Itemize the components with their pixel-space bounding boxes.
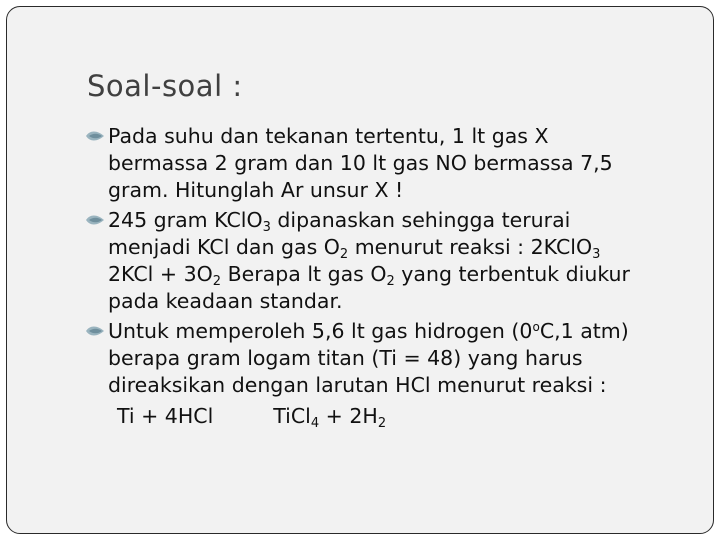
ornamental-bullet-icon	[85, 129, 105, 143]
question-3-line-1: Untuk memperoleh 5,6 lt gas hidrogen (0$^o$C,1 atm)	[108, 319, 629, 343]
equation-reactants: Ti + 4HCl	[117, 404, 214, 428]
ornamental-bullet-icon	[85, 213, 105, 227]
question-2-line-2: menjadi KCl dan gas $O_2$ menurut reaksi : 2KClO$_3$	[108, 235, 601, 262]
question-1-line-1: Pada suhu dan tekanan tertentu, 1 lt gas X	[108, 124, 549, 148]
question-3-line-2: berapa gram logam titan (Ti = 48) yang harus	[108, 346, 583, 370]
question-2-line-3: $2KCl + 3O_2$ Berapa lt gas $O_2$ yang terbentuk diukur	[108, 262, 630, 289]
equation-products: TiCl$_4$ + $2H_2$	[273, 404, 387, 431]
reaction-equation	[85, 403, 715, 430]
ornamental-bullet-icon	[85, 324, 105, 338]
question-1-line-2: bermassa 2 gram dan 10 lt gas NO bermassa 7,5	[108, 151, 613, 175]
slide	[6, 6, 714, 534]
question-item-1	[85, 123, 715, 204]
question-2-line-4: pada keadaan standar.	[108, 289, 343, 313]
question-1-line-3: gram. Hitunglah Ar unsur X !	[108, 178, 404, 202]
question-item-2	[85, 207, 715, 315]
question-3-line-3: direaksikan dengan larutan HCl menurut reaksi :	[108, 373, 607, 397]
question-2-line-1: 245 gram KClO$_3$ dipanaskan sehingga terurai	[108, 208, 571, 235]
question-list	[85, 123, 715, 430]
question-item-3	[85, 318, 715, 399]
slide-title: Soal-soal :	[87, 69, 243, 103]
